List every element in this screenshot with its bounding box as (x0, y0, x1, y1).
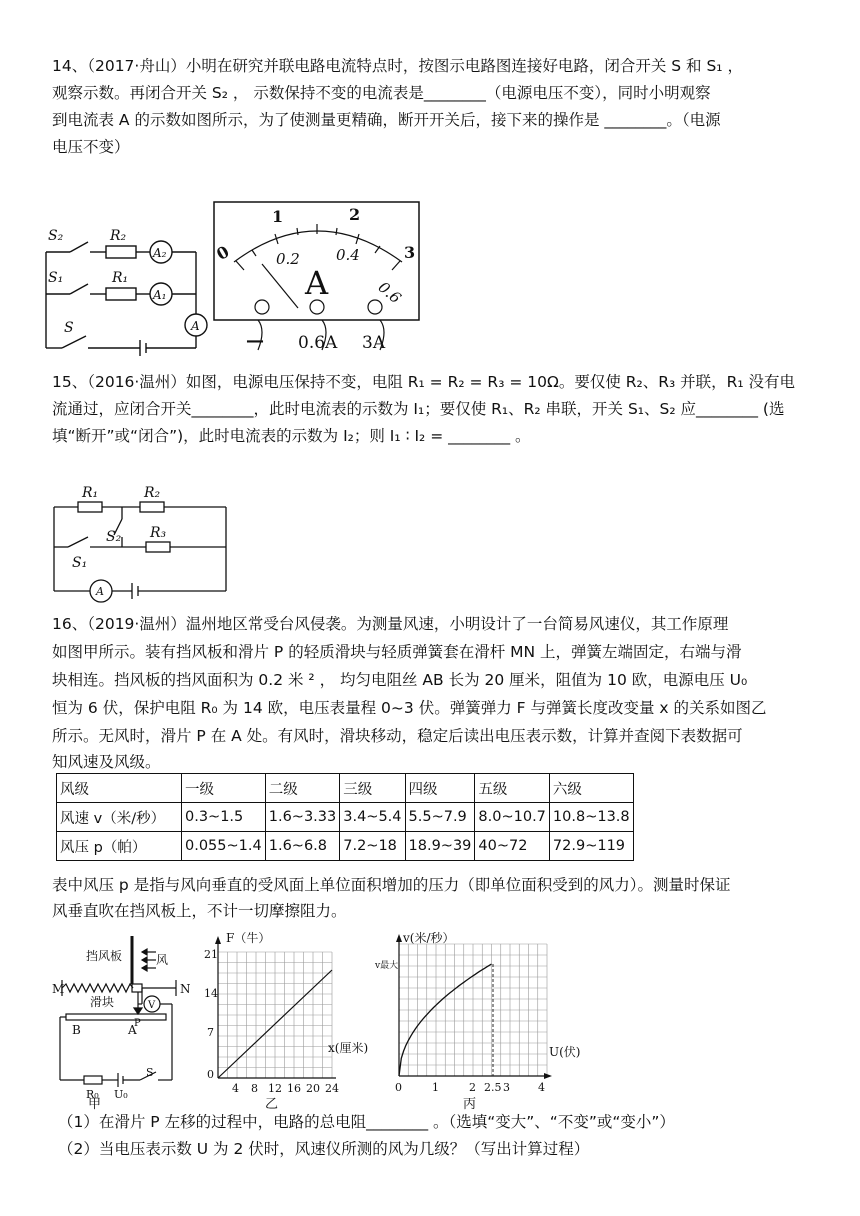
label-n: N (180, 982, 191, 996)
q16-sub-2: （2）当电压表示数 U 为 2 伏时，风速仪所测的风为几级？（写出计算过程） (58, 1140, 590, 1158)
yi-ytick-14: 14 (204, 987, 218, 1000)
q16-line-5: 所示。无风时，滑片 P 在 A 处。有风时，滑块移动，稳定后读出电压表示数，计算并查阅下表数据可 (52, 727, 743, 745)
q14-line-4: 电压不变） (52, 138, 130, 156)
label-a: A (191, 319, 200, 333)
label-r1-q15: R₁ (82, 485, 99, 501)
scale-bottom-04: 0.4 (336, 246, 360, 264)
q15-line-2: 流通过，应闭合开关________，此时电流表的示数为 I₁；要仅使 R₁、R₂ 串联，开关 S₁、S₂ 应________ (选 (52, 400, 785, 418)
yi-ytick-0: 0 (207, 1068, 214, 1081)
label-r1: R₁ (112, 270, 129, 286)
q14-line-3: 到电流表 A 的示数如图所示，为了使测量更精确，断开开关后，接下来的操作是 ________。（电源 (52, 111, 721, 129)
label-a-q15: A (96, 585, 104, 598)
label-a2: A₂ (153, 246, 167, 260)
caption-bing: 丙 (463, 1097, 477, 1112)
yi-xtick-4: 4 (232, 1082, 239, 1095)
q14-line-2: 观察示数。再闭合开关 S₂ ， 示数保持不变的电流表是________（电源电压不变），同时小明观察 (52, 84, 711, 102)
q14-line-1: 14、（2017·舟山）小明在研究并联电路电流特点时，按图示电路图连接好电路，闭合开关 S 和 S₁ ， (52, 57, 743, 75)
label-p: P (134, 1018, 141, 1029)
label-s2-q15: S₂ (106, 529, 122, 545)
table-cell: 72.9~119 (549, 832, 633, 861)
caption-jia: 甲 (88, 1097, 102, 1112)
bing-vmax-label: v最大 (375, 961, 399, 971)
label-baffle: 挡风板 (86, 949, 123, 963)
q14-circuit-diagram (40, 210, 220, 360)
q15-line-3: 填“断开”或“闭合”)，此时电流表的示数为 I₂；则 I₁ ∶ I₂ = ________ 。 (52, 427, 531, 445)
bing-xtick-4: 4 (538, 1081, 545, 1094)
table-cell: 风速 v（米/秒） (57, 803, 182, 832)
terminal-06a: 0.6A (298, 333, 338, 353)
terminal-3a: 3A (362, 333, 386, 353)
table-cell: 1.6~6.8 (265, 832, 340, 861)
q16-sub-1: （1）在滑片 P 左移的过程中，电路的总电阻________ 。（选填“变大”、“不变”或“变小”） (58, 1113, 675, 1131)
label-r3-q15: R₃ (150, 525, 167, 541)
yi-xtick-24: 24 (325, 1082, 339, 1095)
table-header-cell: 四级 (405, 774, 475, 803)
label-r2: R₂ (110, 228, 127, 244)
figure-yi-chart (196, 928, 376, 1104)
yi-xtick-12: 12 (268, 1082, 282, 1095)
table-header-cell: 五级 (475, 774, 550, 803)
q15-line-1: 15、（2016·温州）如图，电源电压保持不变，电阻 R₁ = R₂ = R₃ = 10Ω。要仅使 R₂、R₃ 并联，R₁ 没有电 (52, 373, 796, 391)
table-cell: 0.3~1.5 (182, 803, 266, 832)
q16-line-6: 知风速及风级。 (52, 753, 161, 771)
bing-xtick-25: 2.5 (484, 1081, 502, 1094)
q16-line-3: 块相连。挡风板的挡风面积为 0.2 米 ² ， 均匀电阻丝 AB 长为 20 厘米，阻值为 10 欧，电源电压 U₀ (52, 671, 748, 689)
label-m: M (52, 982, 65, 996)
bing-ylabel: v(米/秒） (403, 931, 455, 945)
meter-unit: A (305, 264, 329, 302)
label-slider: 滑块 (90, 995, 115, 1009)
table-header-cell: 三级 (340, 774, 405, 803)
bing-xtick-2: 2 (469, 1081, 476, 1094)
wind-scale-table (56, 773, 634, 861)
label-s1: S₁ (48, 270, 64, 286)
table-header-cell: 六级 (549, 774, 633, 803)
label-r0: R₀ (86, 1088, 99, 1101)
scale-top-1: 1 (272, 207, 284, 226)
label-a-jia: A (128, 1023, 137, 1037)
label-b: B (72, 1023, 81, 1037)
ammeter-dial (212, 200, 424, 360)
table-cell: 18.9~39 (405, 832, 475, 861)
yi-xtick-16: 16 (287, 1082, 301, 1095)
table-cell: 0.055~1.4 (182, 832, 266, 861)
q15-circuit-diagram (50, 485, 240, 603)
label-s1-q15: S₁ (72, 555, 88, 571)
q16-note-2: 风垂直吹在挡风板上，不计一切摩擦阻力。 (52, 902, 347, 920)
scale-top-0: 0 (213, 241, 233, 264)
scale-top-2: 2 (349, 205, 361, 224)
table-cell: 8.0~10.7 (475, 803, 550, 832)
bing-xlabel: U(伏) (549, 1045, 581, 1059)
yi-xtick-8: 8 (251, 1082, 258, 1095)
table-cell: 5.5~7.9 (405, 803, 475, 832)
table-header-cell: 风级 (57, 774, 182, 803)
yi-ytick-21: 21 (204, 948, 218, 961)
yi-ylabel: F（牛） (226, 931, 271, 945)
yi-xtick-20: 20 (306, 1082, 320, 1095)
table-header-cell: 二级 (265, 774, 340, 803)
table-cell: 40~72 (475, 832, 550, 861)
q16-line-1: 16、（2019·温州）温州地区常受台风侵袭。为测量风速，小明设计了一台简易风速仪，其工作原理 (52, 615, 729, 633)
label-a1: A₁ (153, 288, 167, 302)
figure-bing-chart (375, 928, 588, 1104)
table-header-cell: 一级 (182, 774, 266, 803)
label-wind: 风 (156, 953, 169, 967)
bing-xtick-0: 0 (395, 1081, 402, 1094)
label-s-jia: S (146, 1066, 154, 1079)
table-row (57, 803, 634, 832)
table-cell: 3.4~5.4 (340, 803, 405, 832)
scale-top-3: 3 (404, 243, 416, 262)
bing-xtick-3: 3 (503, 1081, 510, 1094)
label-u0: U₀ (114, 1088, 128, 1101)
q16-line-4: 恒为 6 伏，保护电阻 R₀ 为 14 欧，电压表量程 0~3 伏。弹簧弹力 F 与弹簧长度改变量 x 的关系如图乙 (52, 699, 767, 717)
label-voltmeter: V (148, 1000, 156, 1011)
q16-note-1: 表中风压 p 是指与风向垂直的受风面上单位面积增加的压力（即单位面积受到的风力）。测量时保证 (52, 876, 731, 894)
table-row (57, 774, 634, 803)
table-row (57, 832, 634, 861)
q16-line-2: 如图甲所示。装有挡风板和滑片 P 的轻质滑块与轻质弹簧套在滑杆 MN 上，弹簧左端固定，右端与滑 (52, 643, 742, 661)
terminal-neg: — (246, 330, 264, 351)
label-r2-q15: R₂ (144, 485, 161, 501)
scale-bottom-02: 0.2 (276, 250, 300, 268)
caption-yi: 乙 (265, 1097, 279, 1112)
label-s: S (64, 320, 74, 336)
yi-ytick-7: 7 (207, 1026, 214, 1039)
table-cell: 7.2~18 (340, 832, 405, 861)
figure-jia-apparatus (52, 930, 192, 1100)
table-cell: 10.8~13.8 (549, 803, 633, 832)
label-s2: S₂ (48, 228, 64, 244)
bing-xtick-1: 1 (432, 1081, 439, 1094)
yi-xlabel: x(厘米) (328, 1041, 369, 1055)
table-cell: 1.6~3.33 (265, 803, 340, 832)
scale-bottom-06: 0.6 (374, 278, 405, 308)
table-cell: 风压 p（帕） (57, 832, 182, 861)
